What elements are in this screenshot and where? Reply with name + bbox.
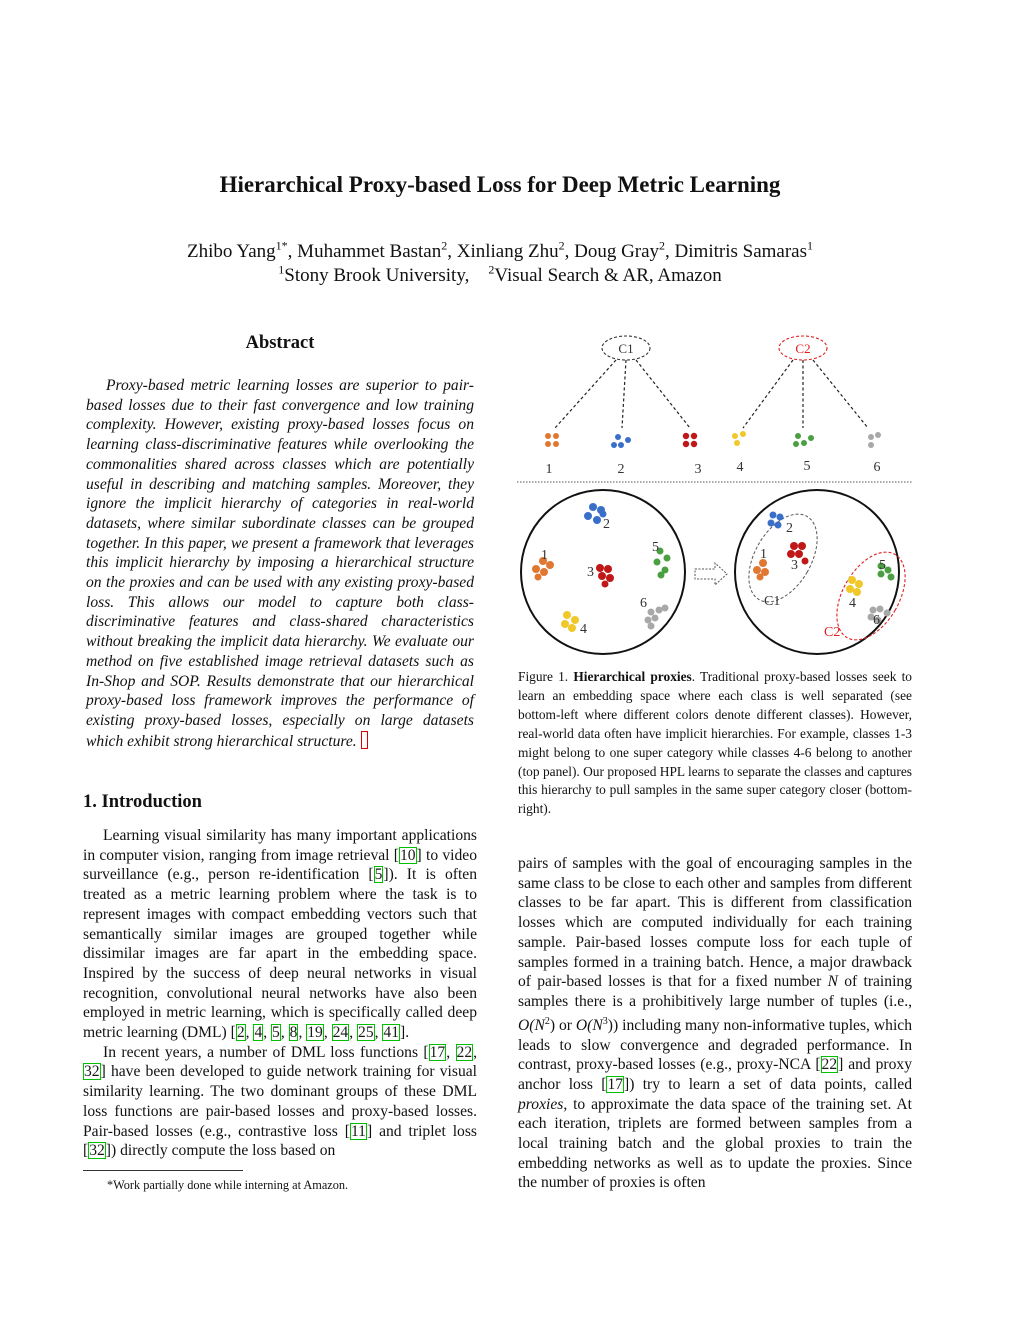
abstract-text: Proxy-based metric learning losses are superior to pair-based losses due to their fast convergence and low training complexity. However, existing proxy-based losses focus on learning class-discriminative features while overlooking the commonalities shared across classes which are potentially useful in describing and matching samples. Moreover, they ignore the implicit hierarchy of categories in real-world datasets, where similar subordinate classes can be grouped together. In this paper, we present a framework that leverages this implicit hierarchy by imposing a hierarchical structure on the proxies and can be used with any existing proxy-based loss. This allows our model to capture both class-discriminative features and class-shared characteristics without breaking the implicit data hierarchy. We evaluate our method on five established image retrieval datasets such as In-Shop and SOP. Results demonstrate that our hierarchical proxy-based loss framework improves the performance of existing proxy-based losses, especially on large datasets which exhibit strong hierarchical structure.: [86, 377, 474, 750]
class-number: 3: [694, 462, 702, 477]
class-number: 2: [786, 521, 793, 536]
class-5-cluster: [793, 433, 814, 447]
abstract-heading: Abstract: [245, 333, 315, 353]
affiliation-number: 2: [488, 262, 495, 277]
class-number: 5: [803, 459, 811, 474]
citation-link[interactable]: 2: [236, 1024, 245, 1042]
footnote-divider: [83, 1170, 243, 1171]
citation-link[interactable]: 5: [374, 866, 383, 884]
citation-link[interactable]: 17: [607, 1075, 624, 1093]
class-number: 1: [760, 547, 767, 562]
author-name: Zhibo Yang: [186, 241, 276, 262]
intro-paragraph-1: Learning visual similarity has many important applications in computer vision, ranging from image retrieval [10] to video surveillance (e.g., person re-identification [5]). It is often treated as a metric learning problem where the task is to represent images with compact embedding vectors such that semantically similar images are grouped together while dissimilar images are far apart in the embedding space. Inspired by the success of deep neural networks in visual recognition, convolutional neural networks have also been employed in metric learning, which is specifically called deep metric learning (DML) [2, 4, 5, 8, 19, 24, 25, 41].: [83, 827, 478, 1042]
top-class-numbers: [546, 459, 881, 477]
citation-link[interactable]: 32: [84, 1063, 100, 1081]
author-list: Zhibo Yang$^{1*}$, Muhammet Bastan$^2$, Xinliang Zhu$^2$, Doug Gray$^2$, Dimitris Samaras$^1$: [186, 238, 813, 262]
link-marker[interactable]: [361, 731, 368, 749]
citation-link[interactable]: 19: [307, 1024, 323, 1042]
citation-link[interactable]: 22: [821, 1056, 838, 1074]
author-block: [0, 240, 1000, 288]
paper-title: Hierarchical Proxy-based Loss for Deep Metric Learning: [219, 172, 781, 197]
citation-link[interactable]: 32: [89, 1142, 105, 1160]
super-category-c1-region: [735, 502, 831, 613]
class-number: 2: [617, 462, 625, 477]
super-category-c1-tag: C1: [764, 594, 781, 609]
top-class-clusters: [545, 431, 881, 448]
figure-caption-text: . Traditional proxy-based losses seek to learn an embedding space where each class is well separated (see bottom-left where different colors denote different classes). However, real-world data often have implicit hierarchies. For example, classes 1-3 might belong to one super category while classes 4-6 belong to another (top panel). Our proposed HPL learns to separate the classes and captures this hierarchy to pull samples in the same super category closer (bottom-right).: [518, 669, 912, 817]
class-number: 6: [640, 596, 647, 611]
citation-link[interactable]: 17: [429, 1043, 446, 1061]
author-affiliation-mark: 2: [441, 238, 448, 253]
affiliation-name: Visual Search & AR, Amazon: [494, 265, 722, 286]
class-4-cluster: [732, 431, 746, 446]
author-name: Doug Gray: [574, 241, 660, 262]
class-number: 1: [541, 548, 548, 563]
citation-link[interactable]: 11: [350, 1122, 366, 1140]
class-number: 3: [587, 565, 594, 580]
affiliation-number: 1: [278, 262, 285, 277]
left-embedding-points: [532, 503, 671, 632]
footnote: *Work partially done while interning at Amazon.: [107, 1178, 349, 1192]
class-number: 4: [736, 460, 744, 475]
class-number: 1: [545, 462, 553, 477]
intro-paragraph-3: pairs of samples with the goal of encouraging samples in the same class to be close to each other and samples from different classes to be far apart. This is different from classification losses which are computed individually for each training sample. Pair-based losses compute loss for each tuple of samples formed in a training batch. Hence, a major drawback of pair-based losses is that for a fixed number N of training samples there is a prohibitively large number of tuples (i.e., $O(N^2)$ or $O(N^3)$) including many non-informative tuples, which leads to slow convergence and degraded performance. In contrast, proxy-based losses (e.g., proxy-NCA [22] and proxy anchor loss [17]) try to learn a set of data points, called proxies, to approximate the data space of the training set. At each iteration, triplets are formed between samples from a local training batch and the global proxies to train the embedding networks as well as to update the proxies. Since the number of proxies is often: [518, 855, 913, 1192]
class-number: 4: [580, 622, 587, 637]
citation-link[interactable]: 25: [358, 1024, 374, 1042]
class-number: 6: [873, 613, 880, 628]
figure-hierarchical-proxies: [515, 332, 915, 658]
intro-right-column: [518, 854, 912, 1193]
citation-link[interactable]: 10: [399, 846, 416, 864]
super-category-c1-label: C1: [618, 341, 634, 356]
class-number: 3: [791, 558, 798, 573]
transition-arrow: [695, 563, 727, 585]
affiliation-list: [0, 264, 1000, 288]
class-number: 5: [879, 558, 886, 573]
figure-caption: [518, 668, 912, 819]
author-affiliation-mark: 1: [807, 238, 813, 253]
citation-link[interactable]: 24: [332, 1024, 349, 1042]
citation-link[interactable]: 5: [272, 1024, 280, 1042]
class-number: 4: [849, 596, 856, 611]
affiliation-name: Stony Brook University,: [284, 265, 470, 286]
hierarchy-links: [555, 360, 868, 428]
class-number: 5: [652, 540, 659, 555]
citation-link[interactable]: 41: [383, 1024, 399, 1042]
super-category-c2-tag: C2: [824, 625, 841, 640]
author-affiliation-mark: 2: [558, 238, 565, 253]
author-affiliation-mark: 1*: [275, 238, 288, 253]
figure-label: Figure 1.: [518, 669, 569, 684]
class-number: 2: [603, 517, 610, 532]
class-2-cluster: [611, 434, 631, 448]
class-1-cluster: [545, 433, 559, 447]
citation-link[interactable]: 4: [254, 1024, 263, 1042]
author-affiliation-mark: 2: [659, 238, 666, 253]
class-6-cluster: [868, 432, 881, 448]
intro-left-column: [83, 826, 477, 1161]
author-name: Dimitris Samaras: [674, 241, 807, 262]
class-number: 6: [873, 460, 881, 475]
figure-caption-title: Hierarchical proxies: [573, 669, 692, 684]
intro-heading: 1. Introduction: [83, 792, 202, 812]
author-name: Xinliang Zhu: [456, 241, 559, 262]
abstract-body: [83, 376, 477, 751]
author-name: Muhammet Bastan: [297, 241, 442, 262]
class-3-cluster: [683, 433, 697, 447]
citation-link[interactable]: 8: [289, 1024, 298, 1042]
right-class-numbers: [760, 521, 886, 640]
super-category-c2-label: C2: [795, 341, 811, 356]
intro-paragraph-2: In recent years, a number of DML loss functions [17, 22, 32] have been developed to guide network training for visual similarity learning. The two dominant groups of these DML loss functions are pair-based losses and proxy-based losses. Pair-based losses (e.g., contrastive loss [11] and triplet loss [32]) directly compute the loss based on: [83, 1043, 478, 1160]
citation-link[interactable]: 22: [456, 1043, 473, 1061]
